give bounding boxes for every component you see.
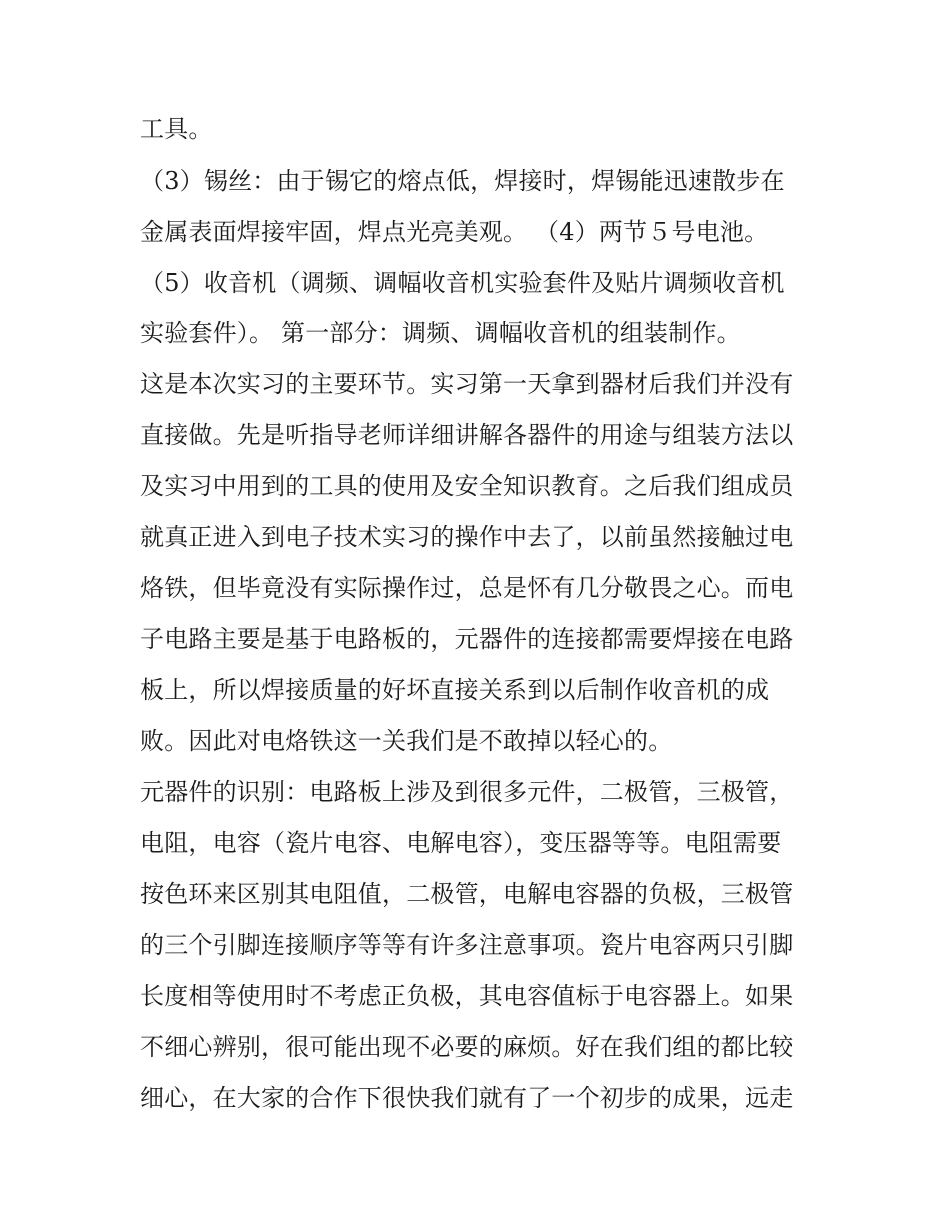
text-line: 烙铁，但毕竟没有实际操作过，总是怀有几分敬畏之心。而电 (140, 574, 794, 602)
text-line: （5）收音机（调频、调幅收音机实验套件及贴片调频收音机 (140, 269, 785, 297)
text-line: 就真正进入到电子技术实习的操作中去了，以前虽然接触过电 (140, 523, 794, 551)
text-line: 细心，在大家的合作下很快我们就有了一个初步的成果，远走 (140, 1084, 794, 1112)
text-line: 及实习中用到的工具的使用及安全知识教育。之后我们组成员 (140, 472, 794, 500)
text-line: 工具。 (140, 115, 213, 143)
text-line: 电阻，电容（瓷片电容、电解电容），变压器等等。电阻需要 (140, 829, 782, 857)
text-line: 板上，所以焊接质量的好坏直接关系到以后制作收音机的成 (140, 676, 770, 704)
text-line: 子电路主要是基于电路板的，元器件的连接都需要焊接在电路 (140, 625, 794, 653)
text-line: 元器件的识别：电路板上涉及到很多元件，二极管，三极管， (140, 778, 794, 806)
text-line: 直接做。先是听指导老师详细讲解各器件的用途与组装方法以 (140, 421, 794, 449)
text-line: 这是本次实习的主要环节。实习第一天拿到器材后我们并没有 (140, 370, 794, 398)
text-line: 不细心辨别，很可能出现不必要的麻烦。好在我们组的都比较 (140, 1033, 794, 1061)
text-line: 败。因此对电烙铁这一关我们是不敢掉以轻心的。 (140, 727, 673, 755)
text-line: 实验套件）。 第一部分：调频、调幅收音机的组装制作。 (140, 319, 741, 347)
text-line: 按色环来区别其电阻值，二极管，电解电容器的负极，三极管 (140, 880, 794, 908)
text-line: 金属表面焊接牢固，焊点光亮美观。 （4）两节５号电池。 (140, 218, 769, 246)
text-line: 长度相等使用时不考虑正负极，其电容值标于电容器上。如果 (140, 982, 794, 1010)
text-line: 的三个引脚连接顺序等等有许多注意事项。瓷片电容两只引脚 (140, 931, 794, 959)
text-line: （3）锡丝：由于锡它的熔点低，焊接时，焊锡能迅速散步在 (140, 167, 785, 195)
